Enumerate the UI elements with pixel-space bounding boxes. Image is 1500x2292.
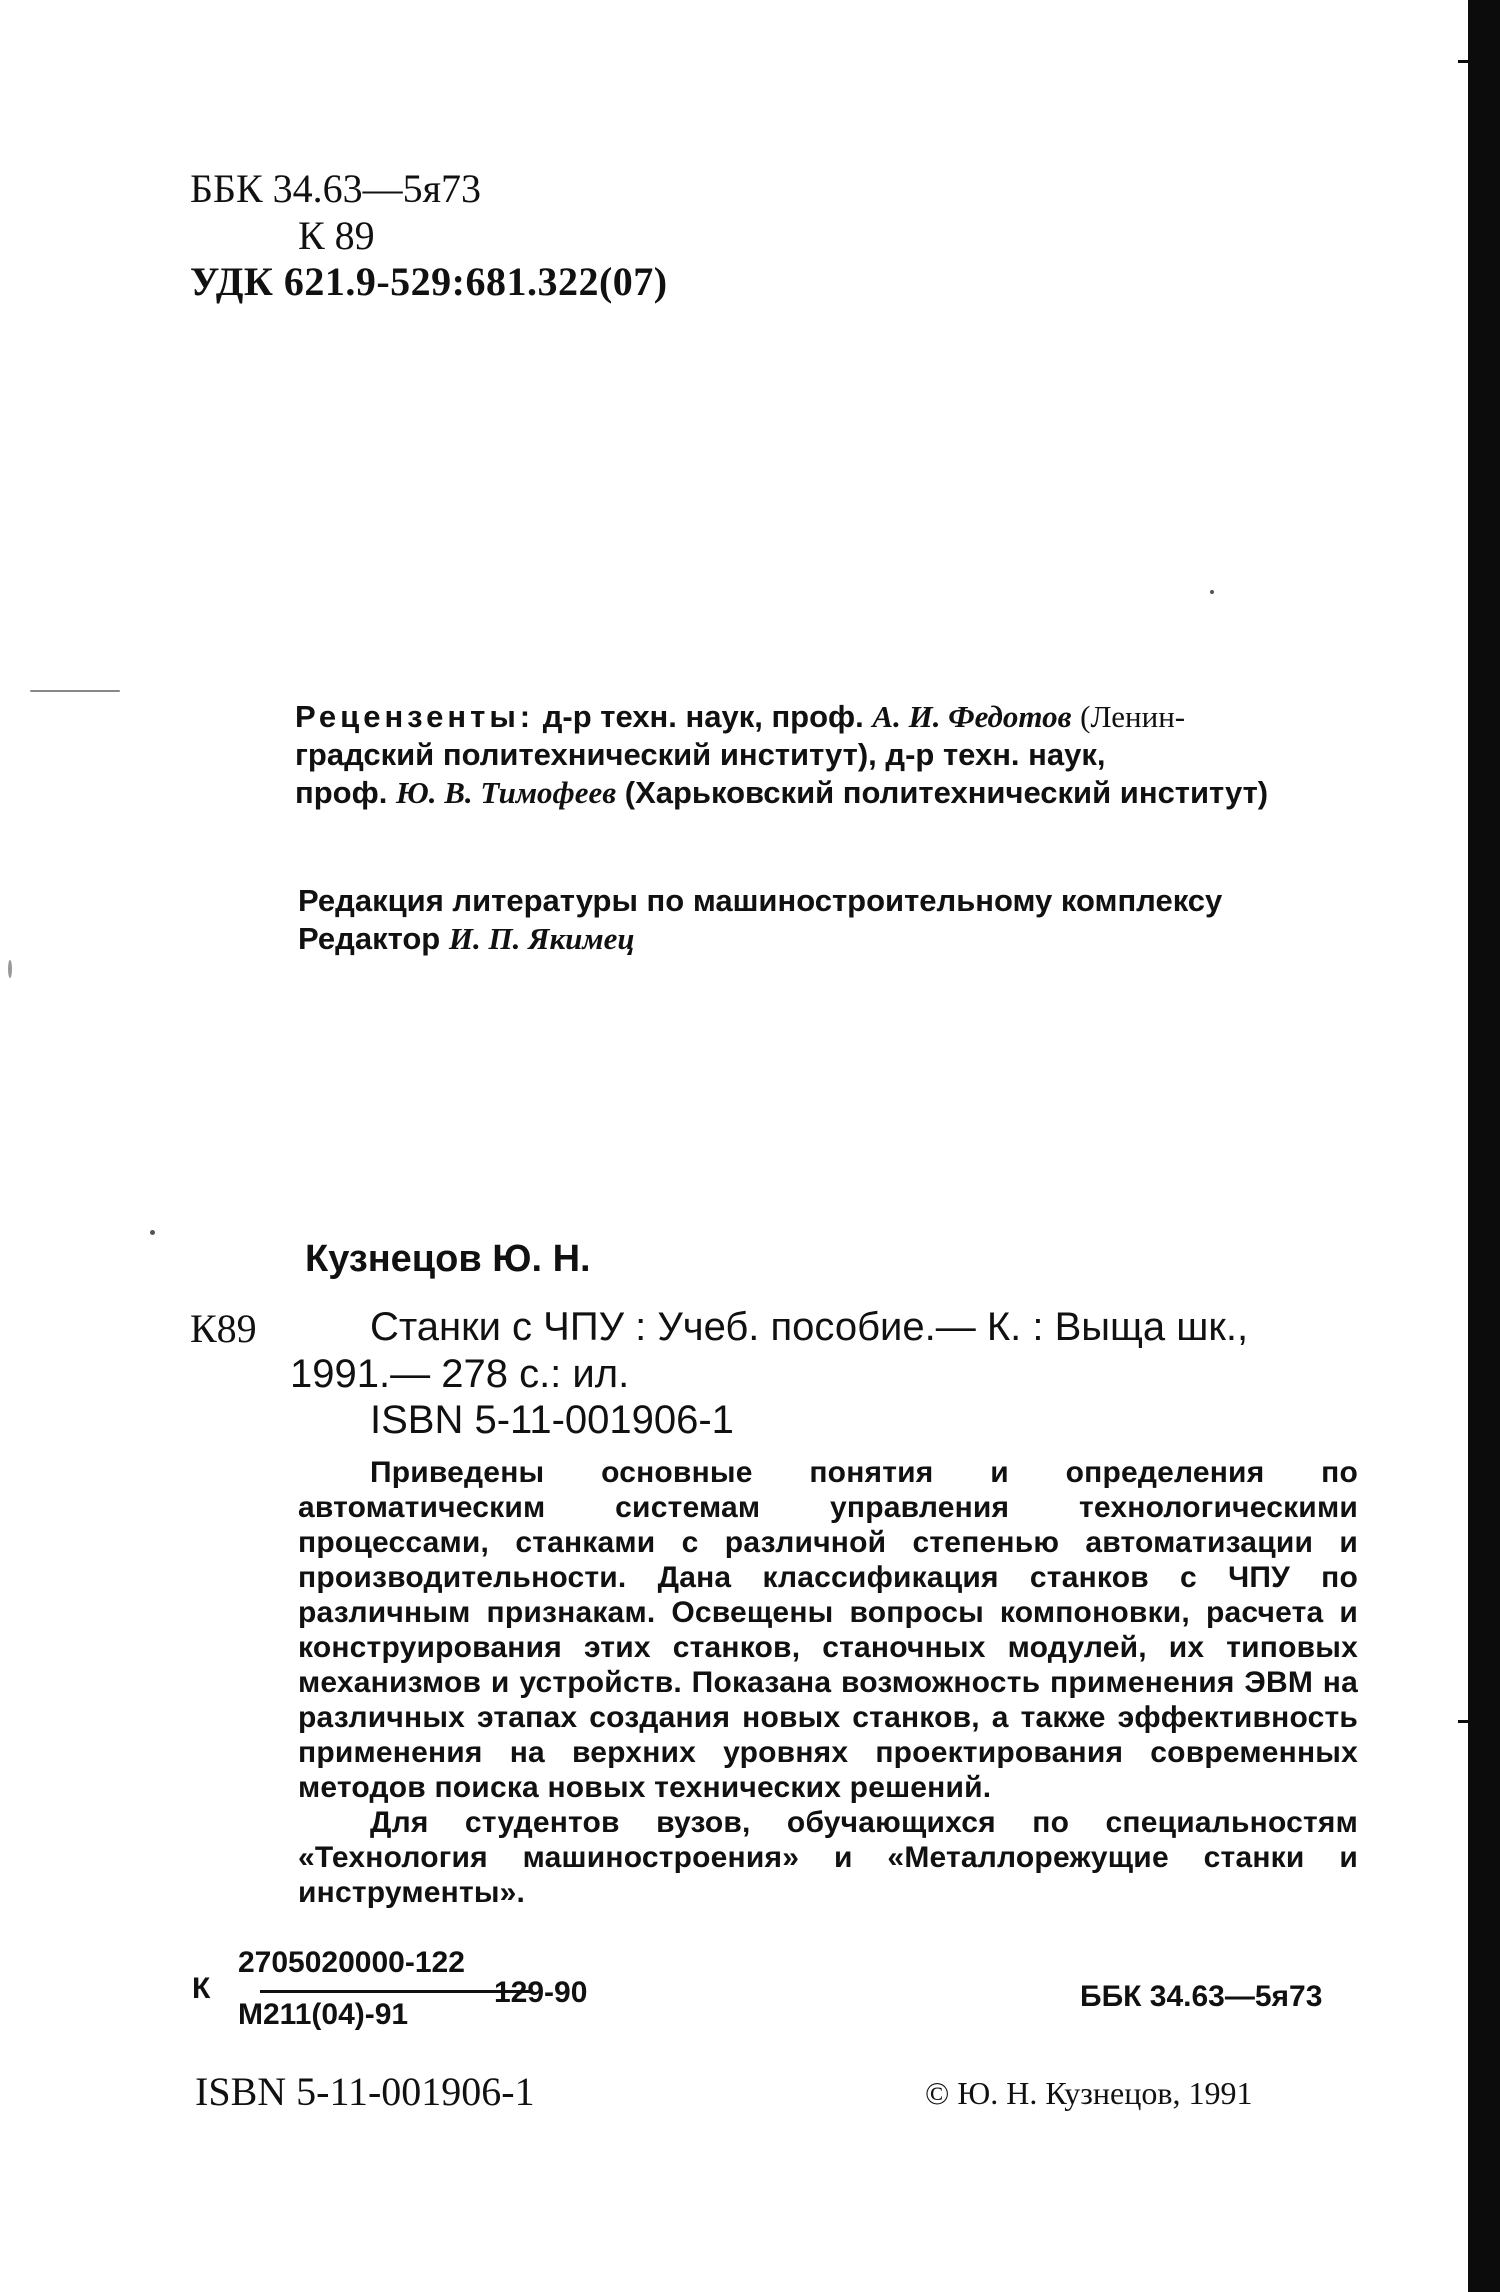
bbk-label: ББК — [190, 166, 263, 211]
k-code: К 89 — [298, 213, 375, 258]
footer-copyright: © Ю. Н. Кузнецов, 1991 — [925, 2075, 1253, 2111]
editorial-office: Редакция литературы по машиностроительному комплексу — [298, 883, 1223, 918]
editor-name: И. П. Якимец — [448, 921, 635, 956]
abstract-paragraph-2: Для студентов вузов, обучающихся по специальностям «Технология машиностроения» и «Металлорежущие станки и инструменты». — [298, 1806, 1358, 1909]
reviewers-line-3 — [295, 774, 1268, 812]
reviewer-2-name: Ю. В. Тимофеев — [395, 775, 617, 810]
reviewer-1-affiliation-start: (Ленин- — [1080, 699, 1186, 734]
book-code: К89 — [190, 1306, 257, 1351]
reviewer-2-affiliation: (Харьковский политехнический институт) — [624, 775, 1269, 810]
book-isbn-line: ISBN 5-11-001906-1 — [370, 1398, 734, 1442]
index-denominator: М211(04)-91 — [238, 1998, 409, 2031]
editor-line — [298, 920, 635, 958]
footer-bbk: ББК 34.63—5я73 — [1080, 1980, 1323, 2013]
udk-value: 621.9-529:681.322(07) — [283, 259, 668, 304]
book-author: Кузнецов Ю. Н. — [305, 1238, 591, 1280]
reviewers-line-2: градский политехнический институт), д-р техн. наук, — [295, 737, 1106, 772]
scan-edge-border — [1468, 0, 1500, 2292]
abstract — [298, 1455, 1358, 1910]
editor-prefix: Редактор — [298, 921, 441, 956]
scan-edge-mark — [1458, 1720, 1470, 1723]
scan-speck — [150, 1230, 155, 1235]
footer-isbn: ISBN 5-11-001906-1 — [195, 2069, 535, 2114]
scan-speck — [1210, 590, 1214, 594]
scan-speck — [8, 960, 12, 978]
reviewers-degree: д-р техн. наук, проф. — [542, 699, 864, 734]
index-suffix: 129-90 — [494, 1976, 588, 2009]
scan-edge-mark — [1458, 60, 1470, 63]
udk-label: УДК — [190, 259, 274, 304]
book-title-line-1: Станки с ЧПУ : Учеб. пособие.— К. : Выща шк., — [370, 1305, 1249, 1349]
reviewer-2-prefix: проф. — [295, 775, 388, 810]
index-k-letter: К — [192, 1972, 211, 2005]
scan-speck — [30, 690, 120, 692]
book-title-line-2: 1991.— 278 с.: ил. — [290, 1352, 630, 1396]
reviewers-label: Рецензенты: — [295, 699, 535, 734]
reviewers-line-1 — [295, 698, 1185, 736]
index-numerator: 2705020000-122 — [238, 1946, 465, 1979]
bbk-line — [190, 165, 481, 212]
abstract-paragraph-1: Приведены основные понятия и определения по автоматическим системам управления технологическими процессами, станками с различной степенью автоматизации и производительности. Дана классификация станков с ЧПУ по различным признакам. Освещены вопросы компоновки, расчета и конструирования этих станков, станочных модулей, их типовых механизмов и устройств. Показана возможность применения ЭВМ на различных этапах создания новых станков, а также эффективность применения на верхних уровнях проектирования современных методов поиска новых технических решений. — [298, 1456, 1358, 1804]
udk-line — [190, 258, 668, 305]
reviewer-1-name: А. И. Федотов — [872, 699, 1072, 734]
bbk-value: 34.63—5я73 — [272, 166, 482, 211]
fraction-bar — [260, 1990, 532, 1993]
